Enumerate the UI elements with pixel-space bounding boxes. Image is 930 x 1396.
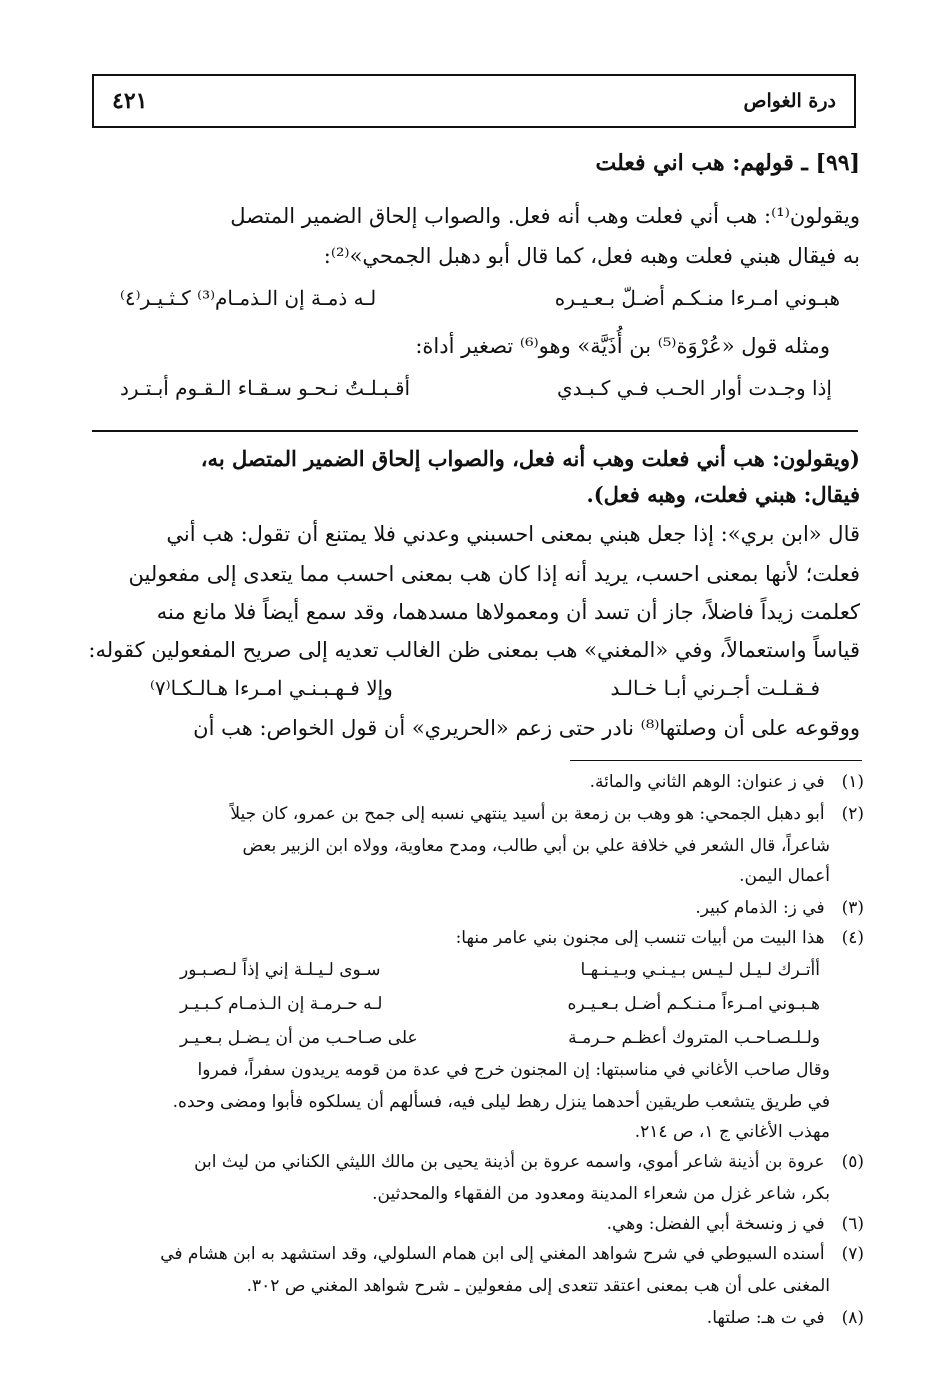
- footnote-number: (٦): [841, 1214, 864, 1234]
- verse-hemistich-right: فـقـلـت أجـرني أبـا خـالـد: [610, 676, 820, 700]
- footnote-number: (٢): [841, 804, 864, 824]
- verse-hemistich-left: سـوى لـيـلـة إني إذاً لـصـبـور: [180, 960, 381, 980]
- commentary-line: قال «ابن بري»: إذا جعل هبني بمعنى احسبني وعدني فلا يمتنع أن تقول: هب أني: [166, 522, 860, 546]
- footnote: [590, 772, 864, 792]
- footnote-text: في ت هـ: صلتها.: [706, 1308, 825, 1328]
- section-heading: [٩٩] ـ قولهم: هب اني فعلت: [595, 150, 860, 176]
- footnote-verse: [180, 1028, 820, 1048]
- verse-hemistich-left: لـه حـرمـة إن الـذمـام كـبـيـر: [180, 994, 383, 1014]
- footnote-continuation: وقال صاحب الأغاني في مناسبتها: إن المجنون خرج في عدة من قومه يريدون سفراً، فمروا: [197, 1060, 830, 1080]
- footnote-continuation: بكر، شاعر غزل من شعراء المدينة ومعدود من الفقهاء والمحدثين.: [372, 1184, 830, 1204]
- footnote: [607, 1214, 864, 1234]
- verse-hemistich-right: هبـوني امـرءا منـكـم أضـلّ بـعـيـره: [554, 286, 840, 310]
- footnote-text: أسنده السيوطي في شرح شواهد المغني إلى ابن همام السلولي، وقد استشهد به ابن هشام في: [160, 1244, 825, 1264]
- footnote-text: عروة بن أذينة شاعر أموي، واسمه عروة بن أذينة يحيى بن مالك الليثي الكناني من ليث ابن: [194, 1152, 825, 1172]
- text-line: ويقولون⁽¹⁾: هب أني فعلت وهب أنه فعل. والصواب إلحاق الضمير المتصل: [230, 204, 860, 228]
- verse-hemistich-left: أقـبـلـتُ نـحـو سـقـاء الـقـوم أبـتـرد: [120, 376, 411, 400]
- footnote-continuation: أعمال اليمن.: [739, 866, 830, 886]
- commentary-line: كعلمت زيداً فاضلاً، جاز أن تسد أن ومعمولاها مسدهما، وقد سمع أيضاً فلا مانع منه: [156, 600, 860, 624]
- footnote-verse: [180, 994, 820, 1014]
- commentary-bold-line: (ويقولون: هب أني فعلت وهب أنه فعل، والصواب إلحاق الضمير المتصل به،: [200, 446, 860, 471]
- footnote-number: (١): [841, 772, 864, 792]
- footnote: [194, 1152, 864, 1172]
- text-line: ومثله قول «عُرْوَة⁽⁵⁾ بن أُذَيَّة» وهو⁽⁶⁾ تصغير أداة:: [415, 334, 830, 358]
- verse-hemistich-left: وإلا فـهـبـنـي امـرءا هـالـكـا⁽٧⁾: [150, 676, 393, 700]
- footnote-text: في ز عنوان: الوهم الثاني والمائة.: [589, 772, 825, 792]
- commentary-line: قياساً واستعمالاً، وفي «المغني» هب بمعنى ظن الغالب تعديه إلى صريح المفعولين كقوله:: [88, 638, 860, 662]
- footnote: [230, 804, 864, 824]
- page-number: ٤٢١: [112, 88, 148, 114]
- commentary-line: ووقوعه على أن وصلتها⁽⁸⁾ نادر حتى زعم «الحريري» أن قول الخواص: هب أن: [193, 716, 860, 740]
- section-divider: [92, 430, 858, 432]
- verse-line: [120, 286, 840, 310]
- commentary-line: فعلت؛ لأنها بمعنى احسب، يريد أنه إذا كان هب بمعنى احسب مما يتعدى إلى مفعولين: [128, 562, 860, 586]
- commentary-bold-line: فيقال: هبني فعلت، وهبه فعل).: [586, 482, 860, 507]
- footnote-verse: [180, 960, 820, 980]
- footnote-number: (٥): [841, 1152, 864, 1172]
- footnote-continuation: المغنى على أن هب بمعنى اعتقد تتعدى إلى مفعولين ـ شرح شواهد المغني ص ٣٠٢.: [246, 1276, 830, 1296]
- footnote-text: في ز ونسخة أبي الفضل: وهي.: [606, 1214, 825, 1234]
- footnote: [695, 898, 864, 918]
- verse-hemistich-right: إذا وجـدت أوار الحـب فـي كـبـدي: [556, 376, 832, 400]
- verse-hemistich-left: لـه ذمـة إن الـذمـام⁽³⁾ كـثـيـر⁽٤⁾: [120, 286, 377, 310]
- footnote-number: (٧): [841, 1244, 864, 1264]
- verse-hemistich-right: ولـلـصـاحـب المتروك أعظـم حـرمـة: [568, 1028, 820, 1048]
- footnote: [707, 1308, 864, 1328]
- footnote-number: (٤): [841, 928, 864, 948]
- footnote: [160, 1244, 864, 1264]
- footnote-text: أبو دهبل الجمحي: هو وهب بن زمعة بن أسيد ينتهي نسبه إلى جمح بن عمرو، كان جيلاً: [230, 804, 825, 824]
- verse-line: [150, 676, 820, 700]
- footnote-divider: [570, 760, 862, 761]
- running-header: [92, 74, 856, 128]
- footnote-number: (٨): [841, 1308, 864, 1328]
- verse-hemistich-right: أأتـرك لـيـل لـيـس بـيـنـي وبـيـنـهـا: [580, 960, 820, 980]
- footnote: [456, 928, 864, 948]
- running-title: درة الغواص: [743, 90, 836, 112]
- footnote-continuation: في طريق يتشعب طريقين أحدهما ينزل رهط ليلى فيه، فسألهم أن يسلكوه فأبوا ومضى وحده.: [172, 1092, 830, 1112]
- verse-hemistich-right: هـبـوني امـرءاً مـنـكـم أضـل بـعـيـره: [567, 994, 820, 1014]
- footnote-continuation: شاعراً، قال الشعر في خلافة علي بن أبي طالب، ومدح معاوية، وولاه ابن الزبير بعض: [242, 836, 830, 856]
- verse-hemistich-left: على صـاحـب من أن يـضـل بـعـيـر: [180, 1028, 418, 1048]
- footnote-number: (٣): [841, 898, 864, 918]
- footnote-text: في ز: الذمام كبير.: [695, 898, 825, 918]
- footnote-text: هذا البيت من أبيات تنسب إلى مجنون بني عامر منها:: [455, 928, 825, 948]
- verse-line: [120, 376, 832, 400]
- footnote-continuation: مهذب الأغاني ج ١، ص ٢١٤.: [634, 1122, 830, 1142]
- text-line: به فيقال هبني فعلت وهبه فعل، كما قال أبو دهبل الجمحي»⁽²⁾:: [323, 244, 860, 268]
